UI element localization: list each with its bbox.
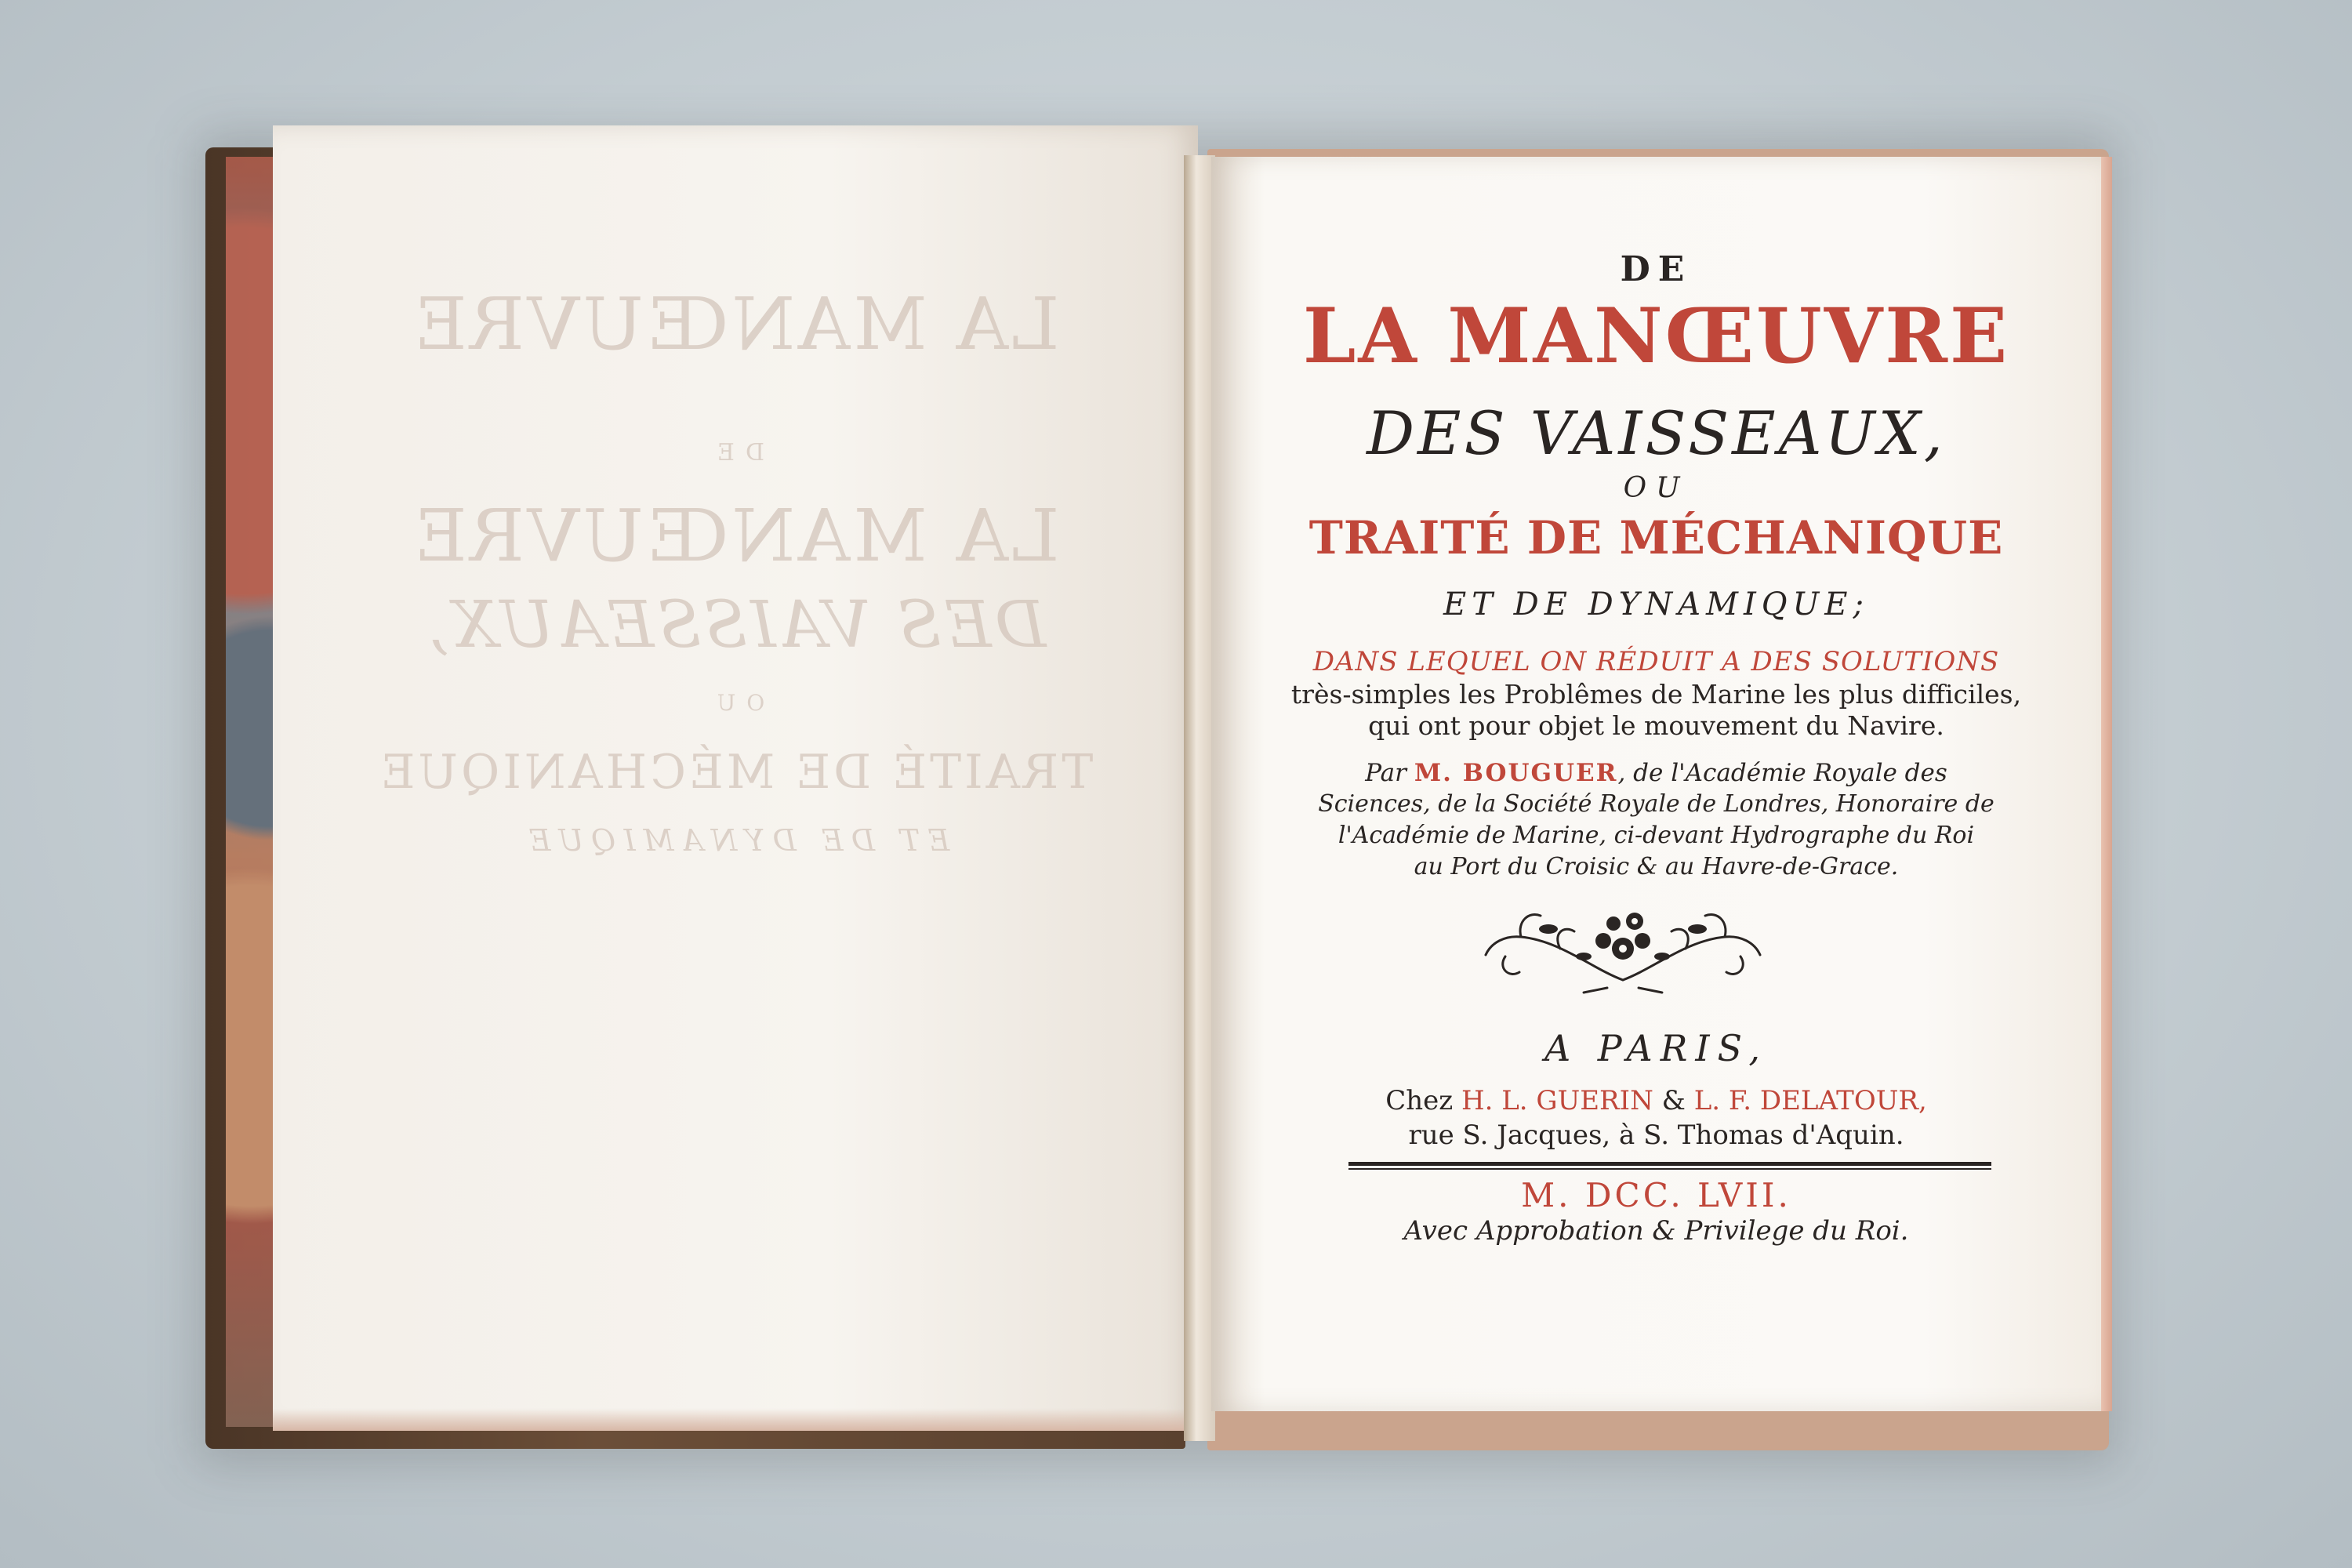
title-vaisseaux: DES VAISSEAUX,: [1367, 398, 1946, 468]
ghost-line: OU: [706, 690, 765, 716]
title-main: LA MANŒUVRE: [1302, 292, 2010, 380]
author-port: au Port du Croisic & au Havre-de-Grace.: [1414, 853, 1899, 880]
ghost-line: LA MANŒUVRE: [411, 282, 1060, 366]
subtitle-tres: très-simples les Problêmes de Marine les plus difficiles,: [1290, 679, 2022, 710]
imprint-publishers: [1211, 1085, 2101, 1116]
imprint-year: M. DCC. LVII.: [1521, 1176, 1791, 1214]
title-traite: TRAITÉ DE MÉCHANIQUE: [1308, 511, 2004, 564]
par-suffix: , de l'Académie Royale des: [1617, 759, 1947, 787]
subtitle-qui: qui ont pour objet le mouvement du Navire.: [1368, 710, 1944, 741]
title-de: DE: [1620, 249, 1693, 289]
publisher-delatour: L. F. DELATOUR,: [1693, 1085, 1927, 1116]
subtitle-dans: DANS LEQUEL ON RÉDUIT A DES SOLUTIONS: [1312, 646, 2000, 677]
publisher-guerin: H. L. GUERIN: [1461, 1085, 1653, 1116]
imprint-address: rue S. Jacques, à S. Thomas d'Aquin.: [1408, 1120, 1904, 1151]
author-sciences: Sciences, de la Société Royale de Londres, Honoraire de: [1318, 790, 1994, 818]
imprint-paris: A PARIS,: [1544, 1027, 1769, 1069]
show-through-text: [273, 125, 1198, 1431]
imprint-privilege: Avec Approbation & Privilege du Roi.: [1403, 1215, 1909, 1247]
author-academie: l'Académie de Marine, ci-devant Hydrographe du Roi: [1338, 822, 1975, 849]
title-dynamique: ET DE DYNAMIQUE;: [1443, 586, 1869, 622]
chez-prefix: Chez: [1385, 1085, 1454, 1116]
ampersand: &: [1661, 1085, 1686, 1116]
double-rule: [1348, 1162, 1991, 1166]
ghost-line: DES VAISSEAUX,: [424, 588, 1047, 662]
ghost-line: LA MANŒUVRE: [411, 494, 1060, 578]
floral-ornament-icon: [1474, 894, 1772, 996]
author-name: M. BOUGUER: [1414, 759, 1618, 787]
ghost-line: DE: [706, 439, 764, 466]
double-rule-thin: [1348, 1168, 1991, 1170]
ghost-line: ET DE DYNAMIQUE: [521, 823, 950, 858]
ghost-line: TRAITÉ DE MÉCHANIQUE: [377, 745, 1094, 800]
author-line: [1211, 759, 2101, 787]
par-prefix: Par: [1365, 759, 1406, 787]
title-ou: OU: [1623, 472, 1690, 504]
